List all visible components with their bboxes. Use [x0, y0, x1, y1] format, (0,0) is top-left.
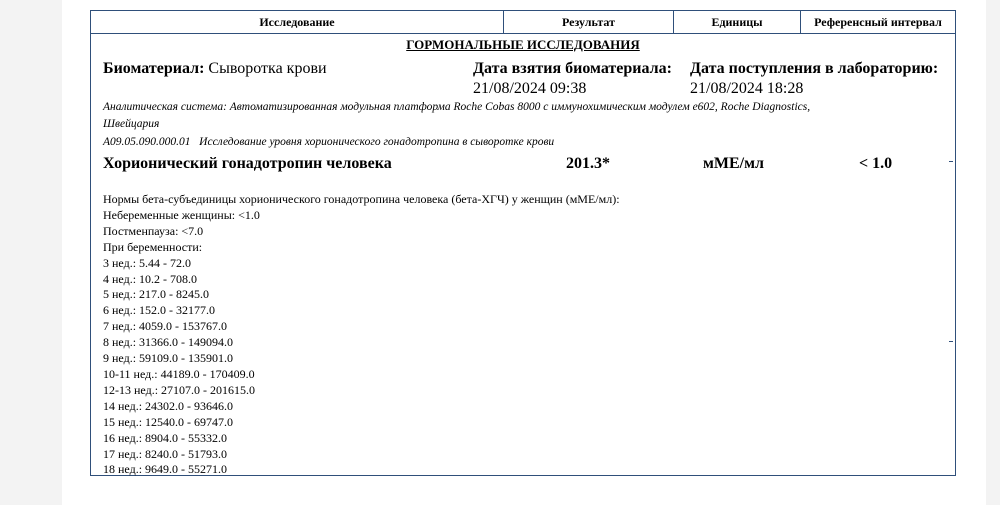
norm-line: 14 нед.: 24302.0 - 93646.0: [103, 398, 234, 413]
test-code-line: [103, 136, 554, 148]
left-margin: [0, 0, 62, 505]
analytic-system-line1: Аналитическая система: Автоматизированная модульная платформа Roche Cobas 8000 с иммунохимическим модулем e602, Roche Diagnostics,: [103, 101, 811, 113]
norm-line: Небеременные женщины: <1.0: [103, 207, 260, 222]
header-study: Исследование: [259, 15, 335, 29]
lab-report: [90, 10, 956, 476]
test-description: Исследование уровня хорионического гонадотропина в сыворотке крови: [199, 136, 555, 148]
table-header: [91, 11, 955, 34]
norm-line: 5 нед.: 217.0 - 8245.0: [103, 287, 210, 302]
result-value: 201.3*: [566, 155, 610, 172]
norm-line: 8 нед.: 31366.0 - 149094.0: [103, 335, 234, 350]
section-title-text: ГОРМОНАЛЬНЫЕ ИССЛЕДОВАНИЯ: [406, 37, 640, 52]
header-reference: Референсный интервал: [814, 15, 942, 29]
section-title: [91, 37, 955, 53]
norm-line: При беременности:: [103, 239, 203, 254]
lab-date-value: 21/08/2024 18:28: [690, 80, 804, 97]
norm-line: 7 нед.: 4059.0 - 153767.0: [103, 319, 228, 334]
biomaterial-label: Биоматериал:: [103, 60, 205, 77]
header-units: Единицы: [711, 15, 763, 29]
margin-tick: [949, 161, 953, 162]
lab-date-label: Дата поступления в лабораторию:: [690, 60, 939, 77]
norm-line: 6 нед.: 152.0 - 32177.0: [103, 303, 216, 318]
result-reference: < 1.0: [859, 155, 893, 172]
result-name: Хорионический гонадотропин человека: [103, 155, 392, 172]
margin-tick: [949, 341, 953, 342]
right-margin: [986, 0, 1000, 505]
test-code: A09.05.090.000.01: [103, 136, 191, 148]
norm-line: 12-13 нед.: 27107.0 - 201615.0: [103, 382, 256, 397]
biomaterial-value: Сыворотка крови: [208, 60, 327, 77]
norm-line: 15 нед.: 12540.0 - 69747.0: [103, 414, 234, 429]
norm-line: 4 нед.: 10.2 - 708.0: [103, 271, 198, 286]
sample-date-value: 21/08/2024 09:38: [473, 80, 587, 97]
norm-line: 16 нед.: 8904.0 - 55332.0: [103, 430, 228, 445]
norm-line: 17 нед.: 8240.0 - 51793.0: [103, 446, 228, 461]
norm-line: 10-11 нед.: 44189.0 - 170409.0: [103, 366, 255, 381]
norm-line: 9 нед.: 59109.0 - 135901.0: [103, 351, 234, 366]
norm-line: Постменпауза: <7.0: [103, 223, 204, 238]
sample-date-label: Дата взятия биоматериала:: [473, 60, 672, 77]
norm-line: 3 нед.: 5.44 - 72.0: [103, 255, 192, 270]
result-units: мМЕ/мл: [703, 155, 764, 172]
norms-block: [103, 192, 620, 478]
analytic-system-line2: Швейцария: [103, 118, 160, 130]
header-result: Результат: [561, 15, 615, 29]
norm-line: 18 нед.: 9649.0 - 55271.0: [103, 462, 228, 477]
norms-title: Нормы бета-субъединицы хорионического гонадотропина человека (бета-ХГЧ) у женщин (мМЕ/мл):: [103, 192, 620, 206]
biomaterial: [103, 60, 327, 78]
